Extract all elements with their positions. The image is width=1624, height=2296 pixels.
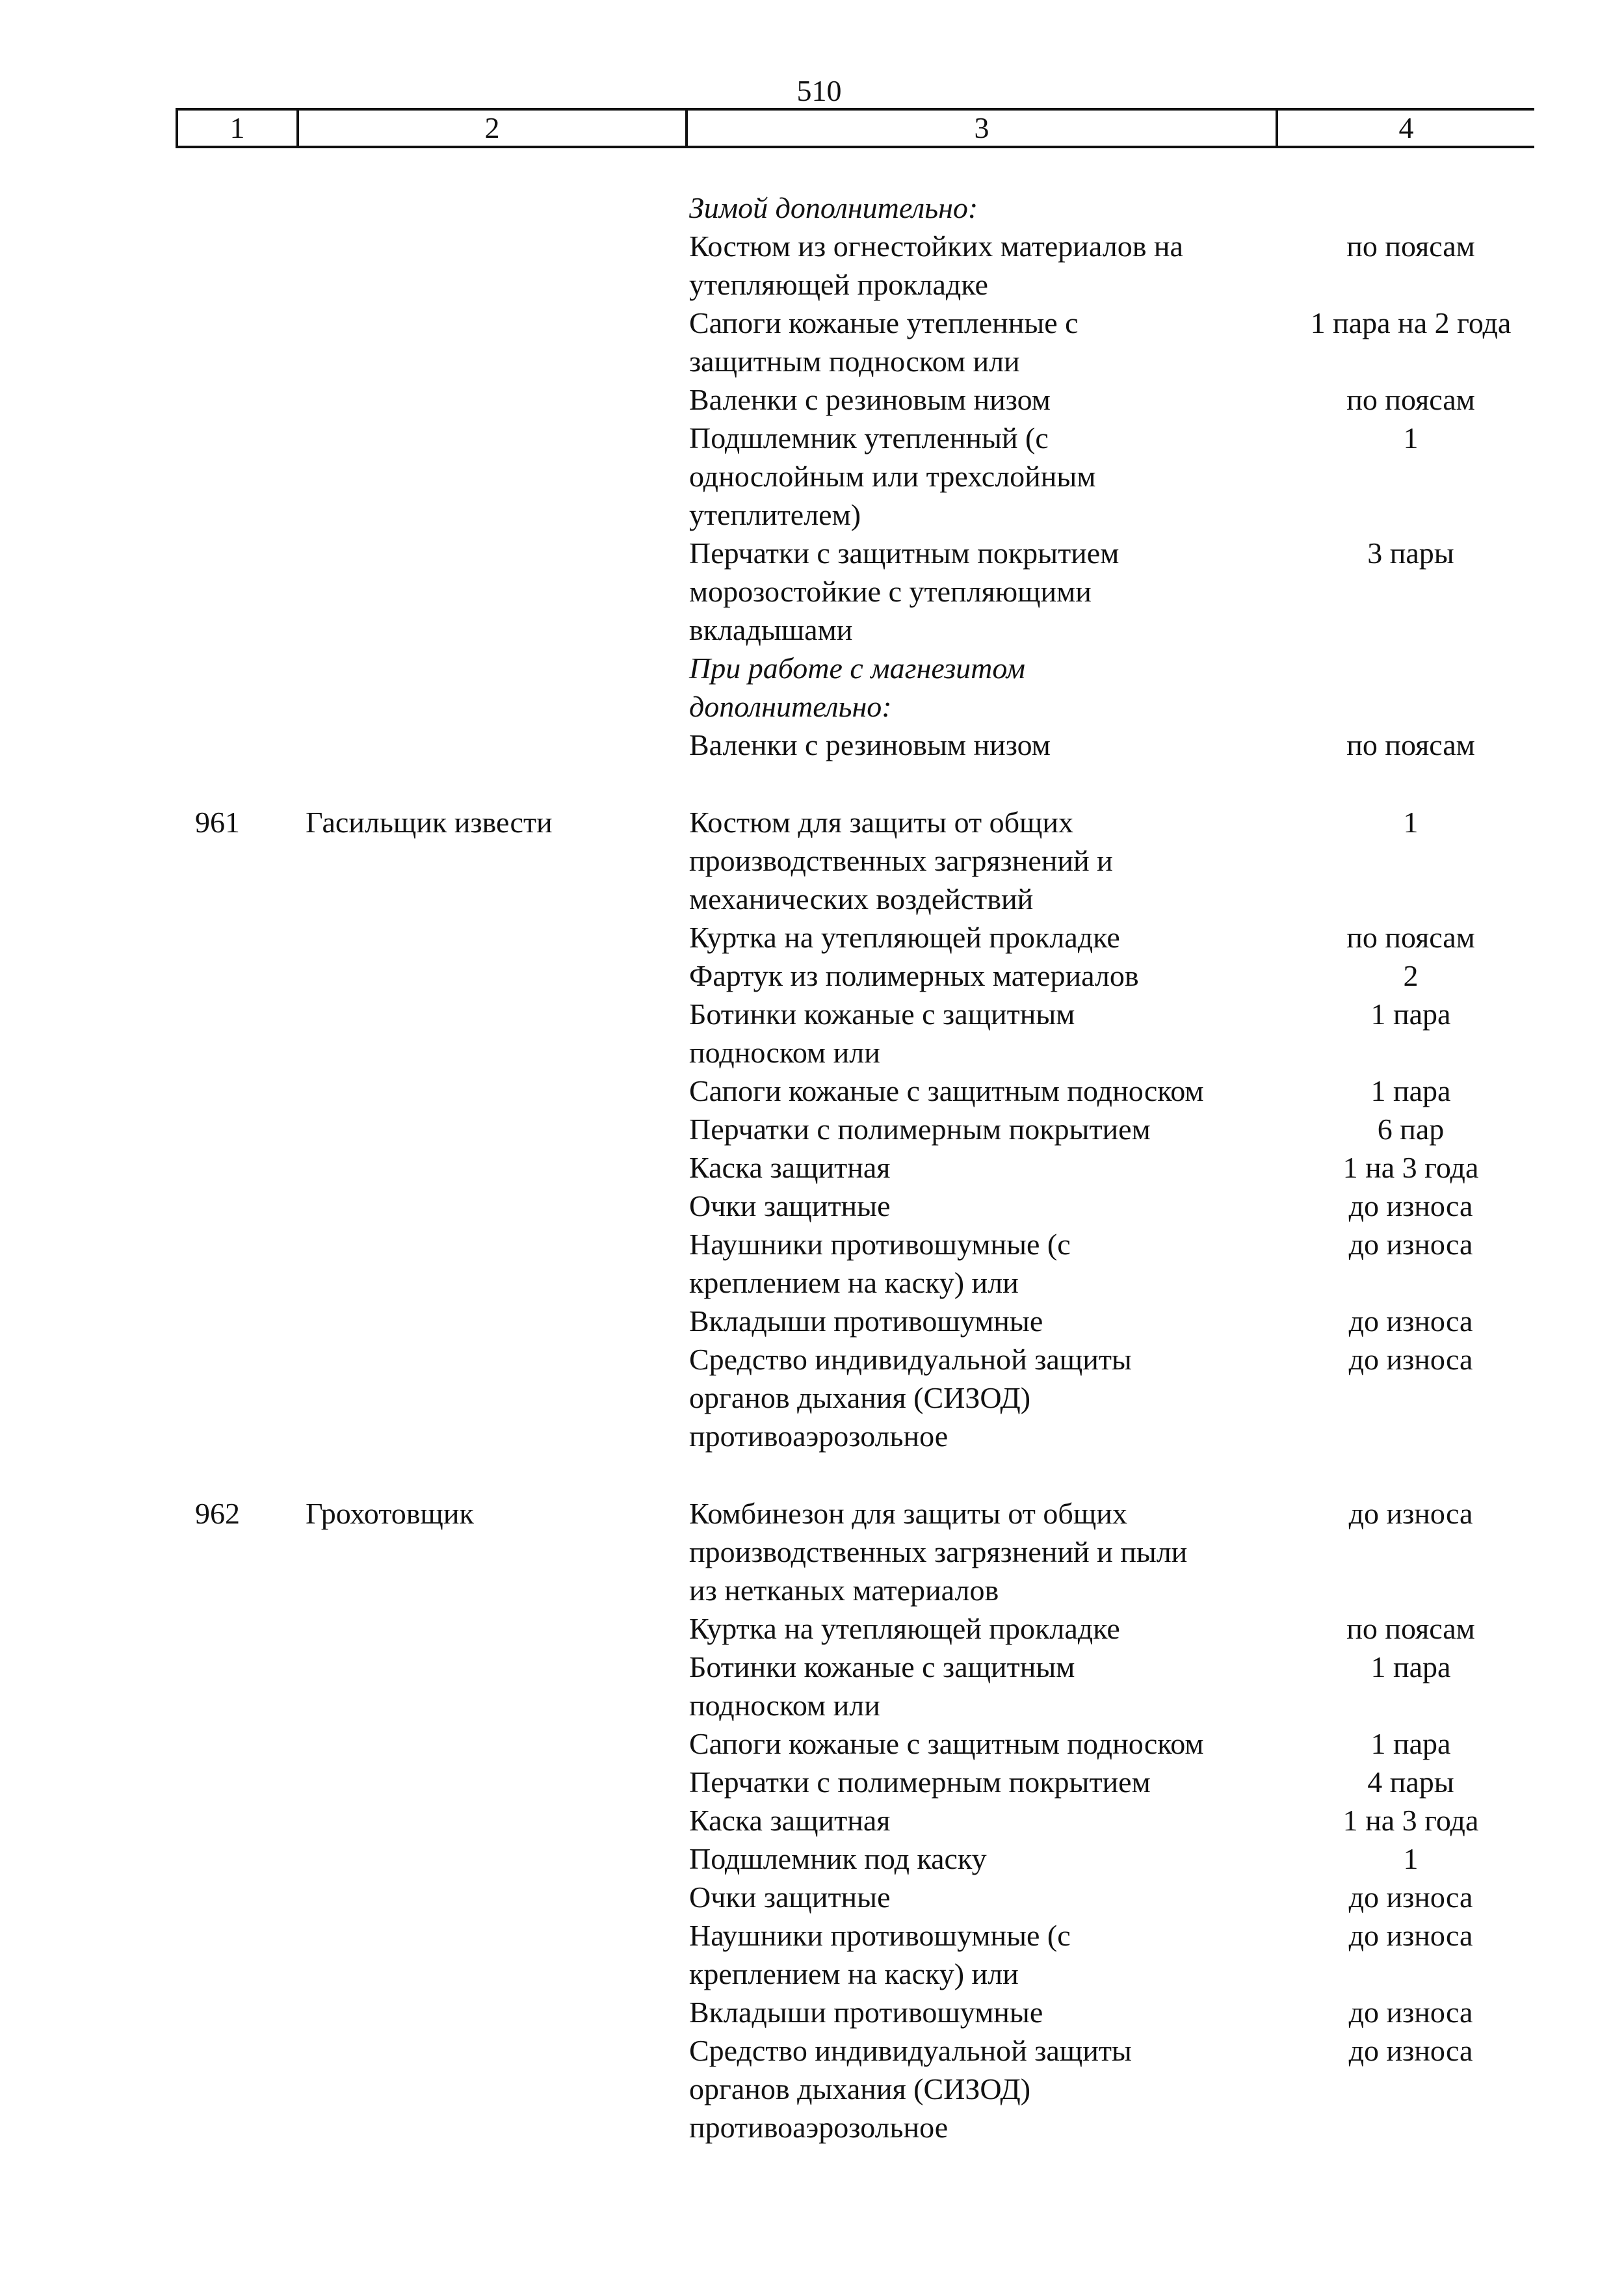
table-body [0, 189, 1624, 2146]
ppe-item: механических воздействий [689, 882, 1034, 916]
ppe-item: Куртка на утепляющей прокладке [689, 1612, 1120, 1645]
ppe-item: вкладышами [689, 613, 853, 646]
issue-norm: до износа [1348, 1919, 1473, 1952]
ppe-item: Валенки с резиновым низом [689, 728, 1051, 761]
table-row [0, 2108, 1624, 2146]
ppe-item: органов дыхания (СИЗОД) [689, 1381, 1031, 1414]
table-row [0, 957, 1624, 995]
table-row [0, 726, 1624, 764]
ppe-item: Сапоги кожаные с защитным подноском [689, 1727, 1204, 1760]
table-row [0, 1916, 1624, 1955]
issue-norm: по поясам [1346, 230, 1475, 263]
table-row [0, 1148, 1624, 1187]
issue-norm: до износа [1348, 1880, 1473, 1914]
table-row [0, 304, 1624, 342]
table-row [0, 1379, 1624, 1417]
issue-norm: до износа [1348, 1228, 1473, 1261]
ppe-item: дополнительно: [689, 690, 892, 723]
table-row [0, 1302, 1624, 1340]
table-row [0, 611, 1624, 649]
table-row [0, 1072, 1624, 1110]
issue-norm: 1 на 3 года [1342, 1151, 1479, 1184]
table-row [0, 1724, 1624, 1763]
profession-name: Гасильщик извести [306, 806, 553, 839]
table-row [0, 1648, 1624, 1686]
issue-norm: 1 пара [1370, 1650, 1451, 1683]
table-row [0, 534, 1624, 572]
ppe-item: защитным подноском или [689, 345, 1020, 378]
header-col-1: 1 [178, 111, 299, 146]
profession-name: Грохотовщик [306, 1497, 474, 1530]
table-row [0, 419, 1624, 457]
issue-norm: до износа [1348, 1497, 1473, 1530]
table-row [0, 1533, 1624, 1571]
row-gap [0, 764, 1624, 803]
ppe-item: Подшлемник утепленный (с [689, 421, 1049, 455]
ppe-item: Комбинезон для защиты от общих [689, 1497, 1127, 1530]
ppe-item: производственных загрязнений и [689, 844, 1113, 877]
issue-norm: до износа [1348, 1996, 1473, 2029]
issue-norm: 1 [1403, 421, 1419, 455]
ppe-item: из нетканых материалов [689, 1574, 999, 1607]
ppe-item: Очки защитные [689, 1880, 891, 1914]
ppe-item: Костюм из огнестойких материалов на [689, 230, 1183, 263]
ppe-item: Ботинки кожаные с защитным [689, 997, 1075, 1031]
table-row [0, 803, 1624, 841]
ppe-item: Перчатки с полимерным покрытием [689, 1113, 1151, 1146]
table-row [0, 495, 1624, 534]
issue-norm: 1 на 3 года [1342, 1804, 1479, 1837]
ppe-item: Каска защитная [689, 1804, 891, 1837]
table-row [0, 1686, 1624, 1724]
ppe-item: креплением на каску) или [689, 1266, 1019, 1299]
ppe-item: Средство индивидуальной защиты [689, 2034, 1132, 2067]
table-row [0, 1840, 1624, 1878]
issue-norm: по поясам [1346, 383, 1475, 416]
issue-norm: до износа [1348, 1304, 1473, 1338]
table-row [0, 995, 1624, 1033]
ppe-item: Очки защитные [689, 1189, 891, 1222]
ppe-item: Зимой дополнительно: [689, 191, 978, 224]
page-number: 510 [796, 74, 842, 107]
profession-number: 962 [195, 1497, 240, 1530]
ppe-item: Вкладыши противошумные [689, 1996, 1043, 2029]
table-row [0, 1263, 1624, 1302]
table-row [0, 342, 1624, 380]
ppe-item: Вкладыши противошумные [689, 1304, 1043, 1338]
table-row [0, 880, 1624, 918]
ppe-item: утеплителем) [689, 498, 861, 531]
table-row [0, 1993, 1624, 2031]
ppe-item: противоаэрозольное [689, 2111, 949, 2144]
ppe-item: Ботинки кожаные с защитным [689, 1650, 1075, 1683]
ppe-item: утепляющей прокладке [689, 268, 988, 301]
ppe-item: подноском или [689, 1036, 880, 1069]
table-row [0, 2070, 1624, 2108]
ppe-item: подноском или [689, 1689, 880, 1722]
table-row [0, 841, 1624, 880]
table-row [0, 1225, 1624, 1263]
issue-norm: до износа [1348, 1189, 1473, 1222]
ppe-item: Сапоги кожаные с защитным подноском [689, 1074, 1204, 1107]
header-col-2: 2 [299, 111, 688, 146]
ppe-item: однослойным или трехслойным [689, 460, 1096, 493]
table-row [0, 1763, 1624, 1801]
table-row [0, 227, 1624, 265]
ppe-item: Наушники противошумные (с [689, 1228, 1071, 1261]
table-row [0, 1110, 1624, 1148]
table-row [0, 1033, 1624, 1072]
table-row [0, 457, 1624, 495]
issue-norm: 1 [1403, 1842, 1419, 1875]
table-row [0, 1187, 1624, 1225]
table-row [0, 189, 1624, 227]
ppe-item: органов дыхания (СИЗОД) [689, 2072, 1031, 2105]
ppe-item: Наушники противошумные (с [689, 1919, 1071, 1952]
ppe-item: Фартук из полимерных материалов [689, 959, 1139, 992]
ppe-item: производственных загрязнений и пыли [689, 1535, 1188, 1568]
table-row [0, 265, 1624, 304]
ppe-item: Куртка на утепляющей прокладке [689, 921, 1120, 954]
table-row [0, 649, 1624, 687]
table-row [0, 918, 1624, 957]
ppe-item: Сапоги кожаные утепленные с [689, 306, 1079, 339]
issue-norm: по поясам [1346, 921, 1475, 954]
header-col-3: 3 [688, 111, 1278, 146]
ppe-item: креплением на каску) или [689, 1957, 1019, 1990]
ppe-item: Перчатки с полимерным покрытием [689, 1765, 1151, 1799]
issue-norm: 4 пары [1367, 1765, 1454, 1799]
table-row [0, 1340, 1624, 1379]
table-row [0, 1955, 1624, 1993]
issue-norm: по поясам [1346, 728, 1475, 761]
row-gap [0, 1455, 1624, 1494]
ppe-item: Костюм для защиты от общих [689, 806, 1074, 839]
issue-norm: 6 пар [1377, 1113, 1445, 1146]
issue-norm: 2 [1403, 959, 1419, 992]
table-row [0, 1494, 1624, 1533]
header-col-4: 4 [1398, 111, 1414, 144]
issue-norm: 1 [1403, 806, 1419, 839]
ppe-item: Перчатки с защитным покрытием [689, 536, 1120, 570]
issue-norm: до износа [1348, 1343, 1473, 1376]
issue-norm: 1 пара на 2 года [1310, 306, 1512, 339]
issue-norm: 3 пары [1367, 536, 1454, 570]
table-row [0, 1878, 1624, 1916]
profession-number: 961 [195, 806, 240, 839]
issue-norm: до износа [1348, 2034, 1473, 2067]
ppe-item: При работе с магнезитом [689, 652, 1026, 685]
ppe-item: Каска защитная [689, 1151, 891, 1184]
ppe-item: противоаэрозольное [689, 1419, 949, 1453]
issue-norm: по поясам [1346, 1612, 1475, 1645]
table-row [0, 572, 1624, 611]
table-header [176, 108, 1534, 148]
issue-norm: 1 пара [1370, 1727, 1451, 1760]
table-row [0, 2031, 1624, 2070]
table-row [0, 380, 1624, 419]
ppe-item: Валенки с резиновым низом [689, 383, 1051, 416]
ppe-item: Средство индивидуальной защиты [689, 1343, 1132, 1376]
issue-norm: 1 пара [1370, 997, 1451, 1031]
issue-norm: 1 пара [1370, 1074, 1451, 1107]
table-row [0, 1609, 1624, 1648]
ppe-item: морозостойкие с утепляющими [689, 575, 1092, 608]
table-row [0, 1417, 1624, 1455]
table-row [0, 1571, 1624, 1609]
ppe-item: Подшлемник под каску [689, 1842, 987, 1875]
table-row [0, 1801, 1624, 1840]
table-row [0, 687, 1624, 726]
